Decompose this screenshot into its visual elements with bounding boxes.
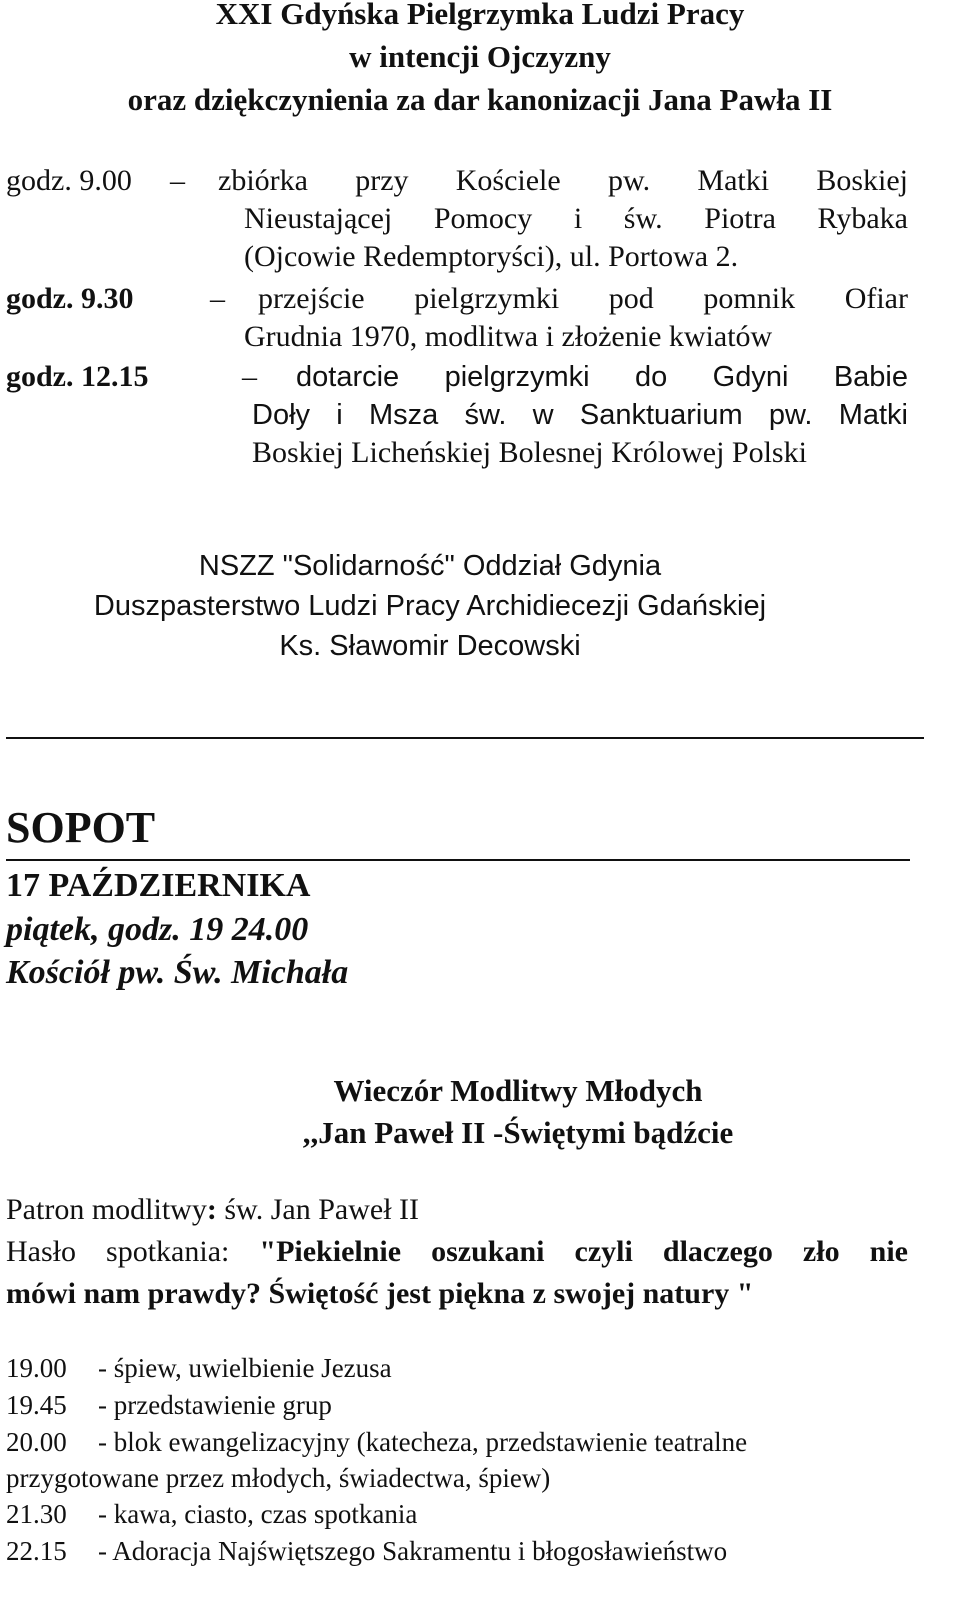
schedule-3-line-1: dotarcie pielgrzymki do Gdyni Babie <box>296 361 908 393</box>
schedule-time-1: godz. 9.00 <box>6 164 132 197</box>
organizer-solidarnosc: NSZZ "Solidarność" Oddział Gdynia <box>198 550 662 582</box>
schedule-2-line-2: Grudnia 1970, modlitwa i złożenie kwiatów <box>244 320 773 353</box>
program-text: - Adoracja Najświętszego Sakramentu i błogosławieństwo <box>98 1536 728 1566</box>
schedule-time-3: godz. 12.15 <box>6 360 149 393</box>
program-text: - śpiew, uwielbienie Jezusa <box>98 1353 392 1383</box>
patron-colon: : <box>206 1193 217 1226</box>
program-time: 21.30 <box>6 1499 67 1529</box>
program-text: - kawa, ciasto, czas spotkania <box>98 1499 418 1529</box>
schedule-2-line-1: przejście pielgrzymki pod pomnik Ofiar <box>258 282 908 315</box>
schedule-1-line-2: Nieustającej Pomocy i św. Piotra Rybaka <box>244 202 908 235</box>
schedule-1-line-1: zbiórka przy Kościele pw. Matki Boskiej <box>218 164 908 197</box>
schedule-1-line-3: (Ojcowie Redemptoryści), ul. Portowa 2. <box>244 240 739 273</box>
divider-top <box>6 737 924 739</box>
organizer-duszpasterstwo: Duszpasterstwo Ludzi Pracy Archidiecezji Gdańskiej <box>93 590 767 622</box>
program-time: 19.45 <box>6 1390 67 1420</box>
motto-text-1: "Piekielnie oszukani czyli dlaczego zło nie <box>259 1235 908 1268</box>
schedule-time-2: godz. 9.30 <box>6 282 134 315</box>
program-item <box>6 1533 727 1569</box>
motto-label: Hasło spotkania: <box>6 1235 260 1268</box>
event-motto-line-1 <box>6 1231 908 1273</box>
program-time: 20.00 <box>6 1427 67 1457</box>
program-item <box>6 1424 747 1460</box>
schedule-3-line-2: Doły i Msza św. w Sanktuarium pw. Matki <box>252 399 908 431</box>
event-patron <box>6 1189 419 1231</box>
program-item <box>6 1350 392 1386</box>
patron-label: Patron modlitwy <box>6 1193 207 1226</box>
header-title-line1: XXI Gdyńska Pielgrzymka Ludzi Pracy <box>215 0 745 31</box>
divider-bottom <box>6 859 910 861</box>
program-item <box>6 1496 417 1532</box>
program-text: - blok ewangelizacyjny (katecheza, przedstawienie teatralne <box>98 1427 748 1457</box>
header-title-line2: w intencji Ojczyzny <box>349 39 611 74</box>
program-item <box>6 1387 332 1423</box>
event-subtitle: ,,Jan Paweł II -Świętymi bądźcie <box>302 1115 734 1150</box>
section-place: Kościół pw. Św. Michała <box>6 954 349 991</box>
event-title: Wieczór Modlitwy Młodych <box>333 1073 703 1108</box>
schedule-3-line-3: Boskiej Licheńskiej Bolesnej Królowej Polski <box>252 436 807 469</box>
organizer-priest: Ks. Sławomir Decowski <box>279 630 581 662</box>
section-date: 17 PAŹDZIERNIKA <box>6 867 311 904</box>
schedule-dash-2: – <box>210 282 225 315</box>
section-city: SOPOT <box>6 803 156 852</box>
program-item-continued: przygotowane przez młodych, świadectwa, śpiew) <box>6 1463 551 1493</box>
schedule-dash-1: – <box>170 164 185 197</box>
patron-value: św. Jan Paweł II <box>216 1193 420 1226</box>
program-time: 19.00 <box>6 1353 67 1383</box>
header-title-line3: oraz dziękczynienia za dar kanonizacji Jana Pawła II <box>127 82 833 117</box>
program-text: - przedstawienie grup <box>98 1390 332 1420</box>
schedule-dash-3: – <box>242 360 257 393</box>
section-time: piątek, godz. 19 24.00 <box>6 911 309 948</box>
program-time: 22.15 <box>6 1536 67 1566</box>
event-motto-line-2: mówi nam prawdy? Świętość jest piękna z swojej natury " <box>6 1277 754 1310</box>
